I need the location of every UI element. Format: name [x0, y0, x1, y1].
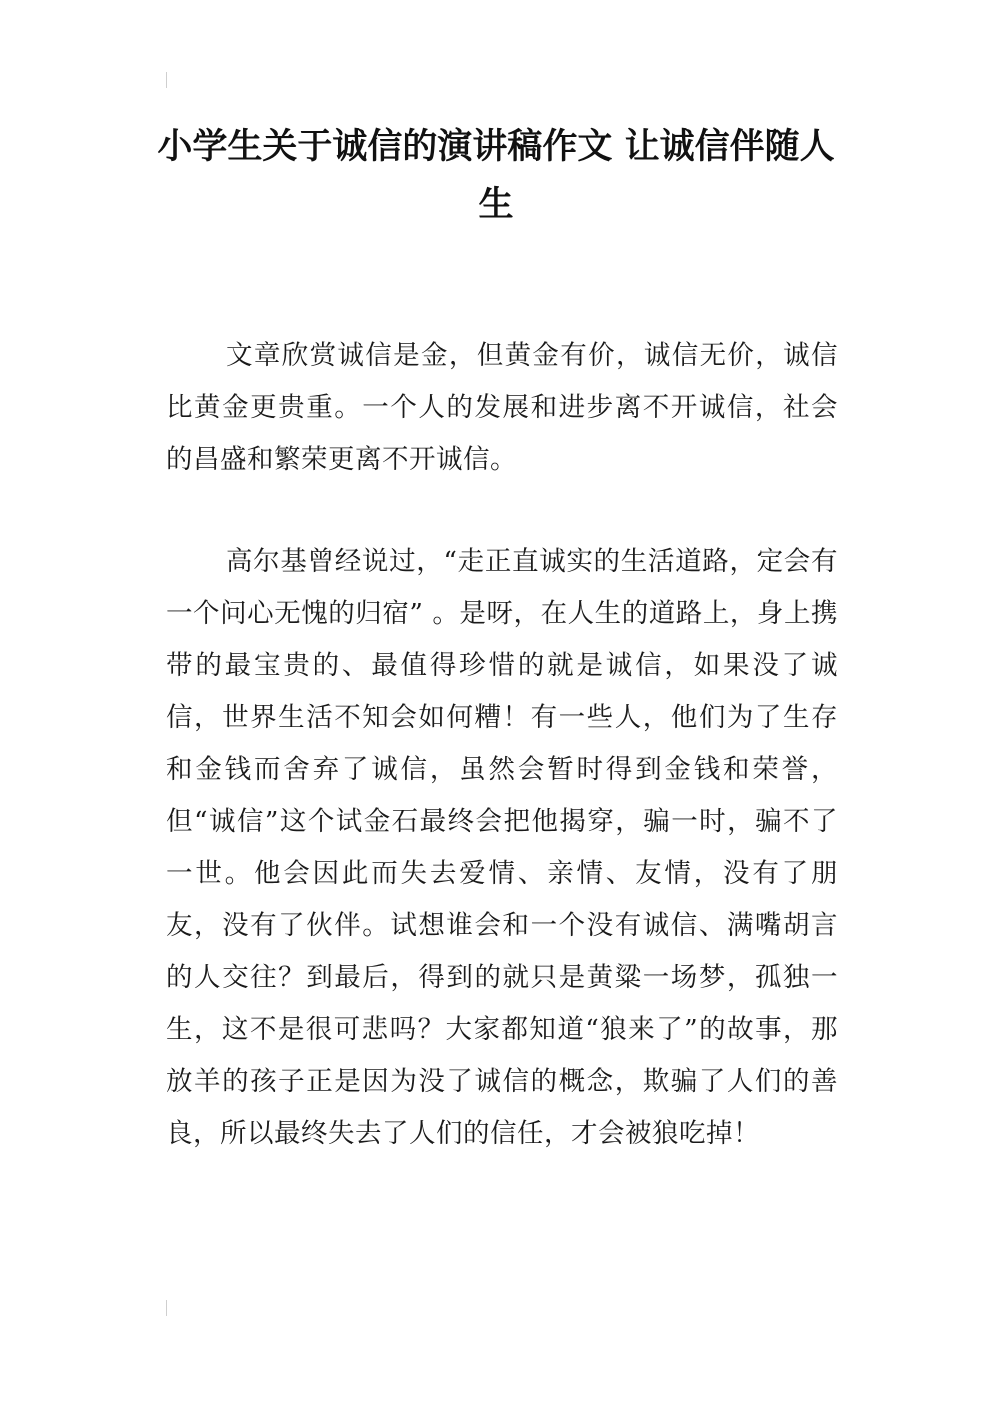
- paragraph-1: 文章欣赏诚信是金，但黄金有价，诚信无价，诚信比黄金更贵重。一个人的发展和进步离不开诚信，社会的昌盛和繁荣更离不开诚信。: [166, 340, 838, 475]
- page-corner-mark-bottom: [166, 1300, 167, 1316]
- document-title: 小学生关于诚信的演讲稿作文 让诚信伴随人生: [157, 127, 835, 225]
- paragraph-2: 高尔基曾经说过，“走正直诚实的生活道路，定会有一个问心无愧的归宿” 。是呀，在人生的道路上，身上携带的最宝贵的、最值得珍惜的就是诚信，如果没了诚信，世界生活不知会如何糟！有一些人，他们为了生存和金钱而舍弃了诚信，虽然会暂时得到金钱和荣誉，但“诚信”这个试金石最终会把他揭穿，骗一时，骗不了一世。他会因此而失去爱情、亲情、友情，没有了朋友，没有了伙伴。试想谁会和一个没有诚信、满嘴胡言的人交往？到最后，得到的就只是黄粱一场梦，孤独一生，这不是很可悲吗？大家都知道“狼来了”的故事，那放羊的孩子正是因为没了诚信的概念，欺骗了人们的善良，所以最终失去了人们的信任，才会被狼吃掉！: [166, 546, 838, 1149]
- page-corner-mark-top: [166, 72, 167, 88]
